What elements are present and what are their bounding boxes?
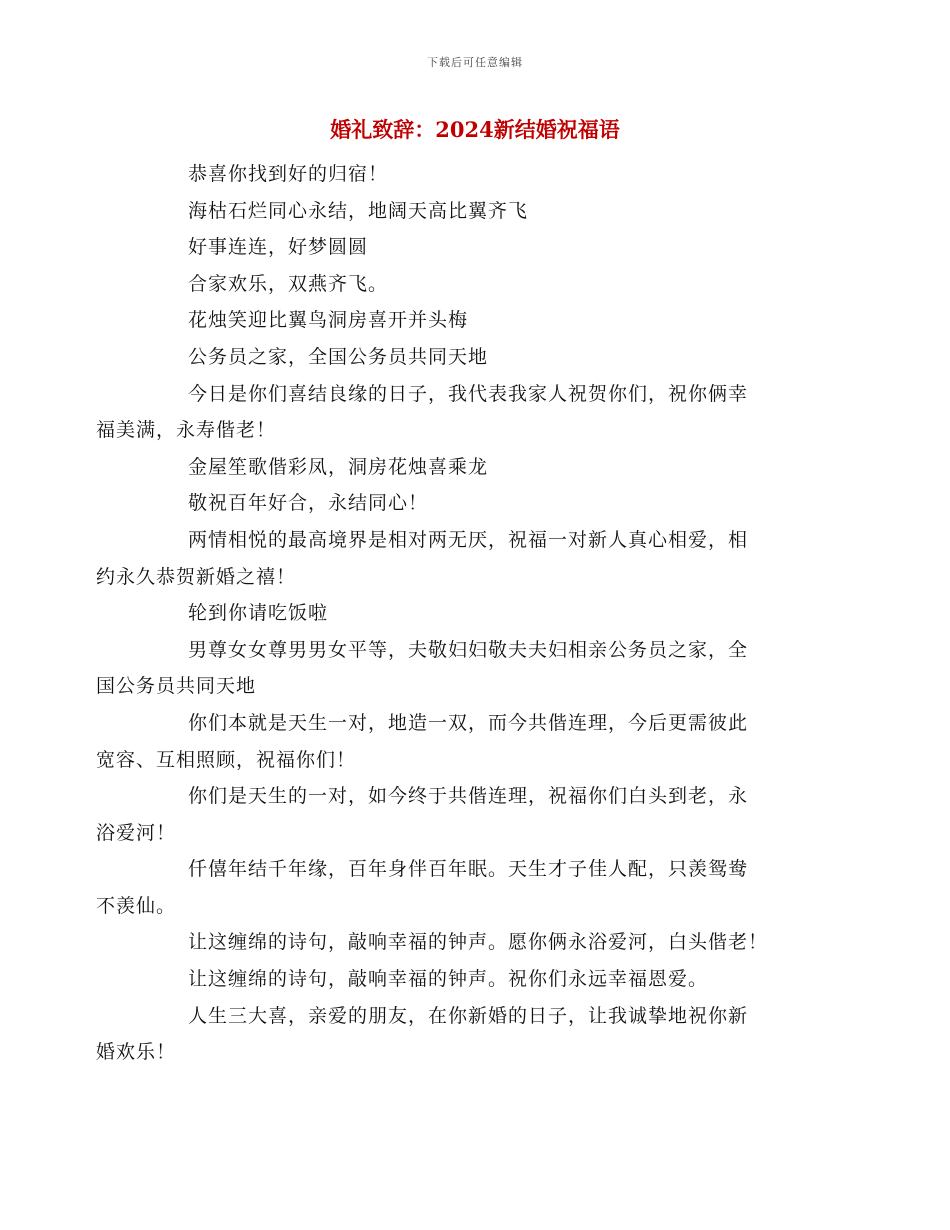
paragraph-line: 国公务员共同天地 [96,675,257,698]
paragraph [96,705,807,778]
paragraph [142,595,807,632]
paragraph [96,632,807,705]
paragraph [142,229,807,266]
paragraph-line: 男尊女女尊男男女平等，夫敬妇妇敬夫夫妇相亲公务员之家，全 [188,638,749,661]
paragraph-line: 你们是天生的一对，如今终于共偕连理，祝福你们白头到老，永 [188,785,749,808]
paragraph-line: 让这缠绵的诗句，敲响幸福的钟声。愿你俩永浴爱河，白头偕老！ [188,931,769,954]
paragraph [142,961,807,998]
paragraph [96,376,807,449]
paragraph [142,156,807,193]
paragraph [96,998,807,1071]
paragraph [142,302,807,339]
paragraph-line: 宽容、互相照顾，祝福你们！ [96,748,357,771]
document-title: 婚礼致辞：2024新结婚祝福语 [330,117,620,142]
paragraph-line: 合家欢乐，双燕齐飞。 [188,272,389,295]
paragraph [142,924,807,961]
paragraph-line: 公务员之家，全国公务员共同天地 [188,345,489,368]
paragraph-line: 浴爱河！ [96,821,177,844]
paragraph [142,266,807,303]
paragraph-line: 不羡仙。 [96,894,177,917]
paragraph-line: 花烛笑迎比翼鸟洞房喜开并头梅 [188,309,469,332]
paragraph-line: 今日是你们喜结良缘的日子，我代表我家人祝贺你们，祝你俩幸 [188,382,749,405]
paragraph-line: 约永久恭贺新婚之禧！ [96,565,297,588]
document-body [96,156,807,1071]
paragraph-line: 你们本就是天生一对，地造一双，而今共偕连理，今后更需彼此 [188,711,749,734]
paragraph [142,193,807,230]
paragraph [142,485,807,522]
paragraph-line: 人生三大喜，亲爱的朋友，在你新婚的日子，让我诚挚地祝你新 [188,1004,749,1027]
paragraph-line: 恭喜你找到好的归宿！ [188,163,389,185]
paragraph-line: 好事连连，好梦圆圆 [188,236,369,259]
paragraph-line: 让这缠绵的诗句，敲响幸福的钟声。祝你们永远幸福恩爱。 [188,968,709,991]
paragraph-line: 轮到你请吃饭啦 [188,602,329,625]
paragraph [142,339,807,376]
paragraph-line: 金屋笙歌偕彩凤，洞房花烛喜乘龙 [188,455,489,478]
paragraph [96,522,807,595]
paragraph-line: 仟僖年结千年缘，百年身伴百年眠。天生才子佳人配，只羡鸳鸯 [188,858,749,881]
paragraph [142,449,807,486]
header-note: 下载后可任意编辑 [427,56,523,69]
paragraph-line: 福美满，永寿偕老！ [96,419,277,442]
paragraph-line: 敬祝百年好合，永结同心！ [188,492,429,515]
paragraph [96,851,807,924]
paragraph [96,778,807,851]
paragraph-line: 两情相悦的最高境界是相对两无厌，祝福一对新人真心相爱，相 [188,528,749,551]
paragraph-line: 海枯石烂同心永结，地阔天高比翼齐飞 [188,199,529,222]
paragraph-line: 婚欢乐！ [96,1041,177,1064]
